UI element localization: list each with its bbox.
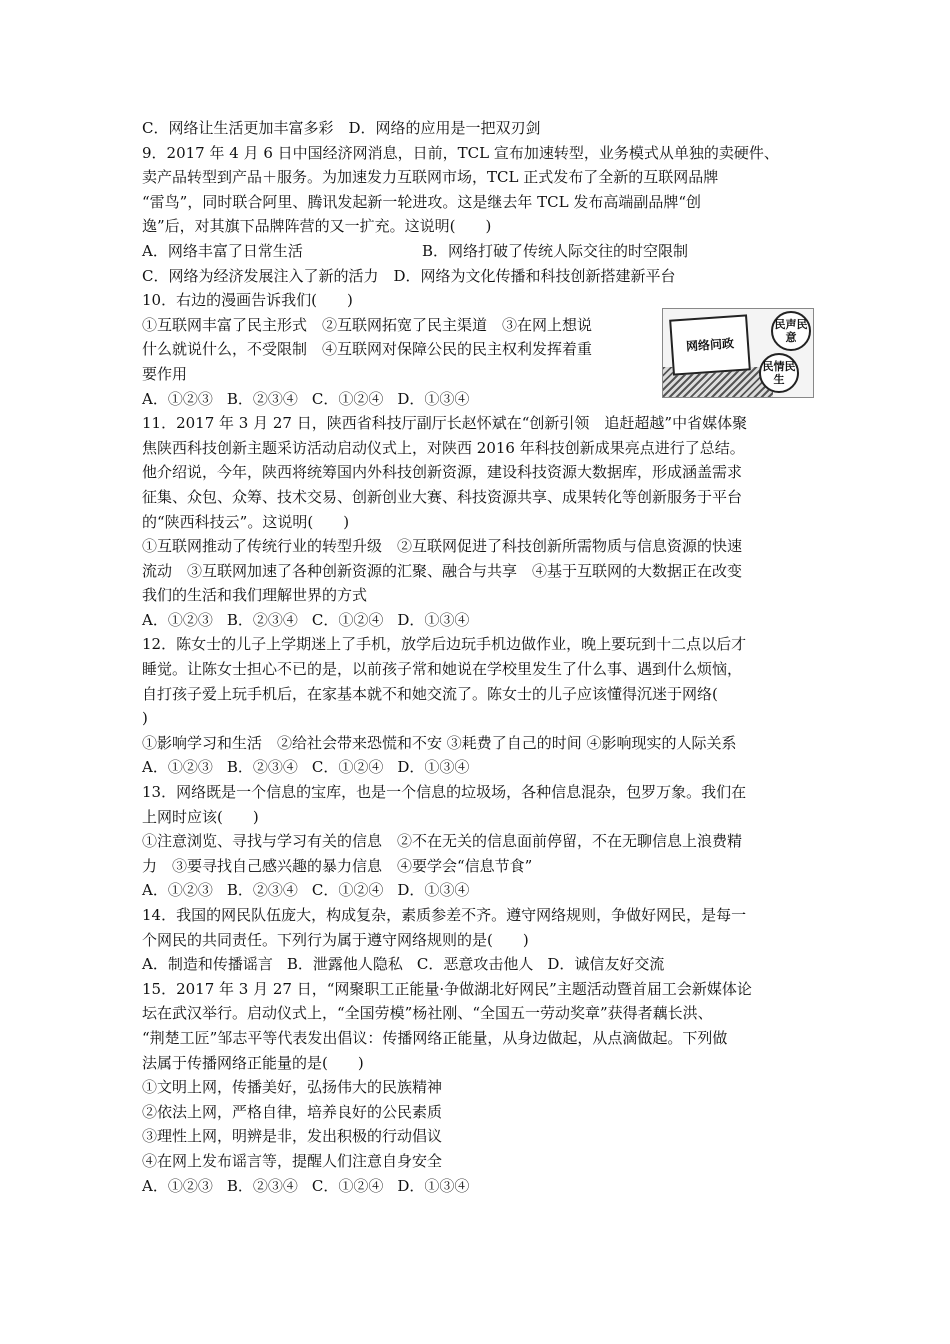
q13-stem-line: 上网时应该( ) [142, 807, 259, 826]
option-b: B．②③④ [226, 881, 298, 900]
q15-stem-line: 坛在武汉举行。启动仪式上，“全国劳模”杨社刚、“全国五一劳动奖章”获得者藕长洪、 [142, 1004, 713, 1023]
q11-statement-line: ①互联网推动了传统行业的转型升级 ②互联网促进了科技创新所需物质与信息资源的快速 [142, 537, 743, 556]
option-c: C．①②④ [311, 881, 384, 900]
q13-statement-line: 力 ③要寻找自己感兴趣的暴力信息 ④要学会“信息节食” [142, 856, 533, 875]
q9-option-d: D．网络为文化传播和科技创新搭建新平台 [393, 266, 676, 285]
question-15 [142, 977, 812, 1198]
comic-bubble-1: 民声民意 [771, 311, 811, 351]
q10-statement-line: 什么就说什么，不受限制 ④互联网对保障公民的民主权利发挥着重 [142, 340, 593, 359]
q14-options [142, 952, 812, 977]
option-c: C．①②④ [311, 1176, 384, 1195]
option-c: C．恶意攻击他人 [416, 955, 534, 974]
q11-stem-line: 他介绍说，今年，陕西将统筹国内外科技创新资源，建设科技资源大数据库，形成涵盖需求 [142, 463, 743, 482]
option-b: B．②③④ [226, 389, 298, 408]
q15-stem-line: “荆楚工匠”邹志平等代表发出倡议：传播网络正能量，从身边做起，从点滴做起。下列做 [142, 1028, 728, 1047]
q13-options [142, 878, 812, 903]
q12-options [142, 755, 812, 780]
q8-options-cd [142, 116, 812, 141]
option-c: C．①②④ [311, 610, 384, 629]
comic-bubble-2: 民情民生 [759, 353, 799, 393]
q12-stem-line: ) [142, 709, 148, 728]
q9-option-b: B．网络打破了传统人际交往的时空限制 [422, 241, 689, 260]
q11-stem-line: 征集、众包、众筹、技术交易、创新创业大赛、科技资源共享、成果转化等创新服务于平台 [142, 487, 743, 506]
q12-statement-line: ①影响学习和生活 ②给社会带来恐慌和不安 ③耗费了自己的时间 ④影响现实的人际关系 [142, 733, 737, 752]
question-12 [142, 632, 812, 780]
q13-stem-line: 13．网络既是一个信息的宝库，也是一个信息的垃圾场，各种信息混杂，包罗万象。我们在 [142, 783, 747, 802]
option-d: D．①③④ [397, 389, 470, 408]
option-a: A．①②③ [142, 758, 213, 777]
q11-statement-line: 流动 ③互联网加速了各种创新资源的汇聚、融合与共享 ④基于互联网的大数据正在改变 [142, 561, 743, 580]
question-9 [142, 141, 812, 289]
q9-options-ab [142, 239, 812, 264]
q8-option-d: D．网络的应用是一把双刃剑 [348, 119, 541, 137]
option-b: B．②③④ [226, 610, 298, 629]
q10-stem: 10．右边的漫画告诉我们( ) [142, 291, 353, 310]
option-d: D．①③④ [397, 758, 470, 777]
q13-statement-line: ①注意浏览、寻找与学习有关的信息 ②不在无关的信息面前停留，不在无聊信息上浪费精 [142, 832, 743, 851]
q9-stem-line: “雷鸟”，同时联合阿里、腾讯发起新一轮进攻。这是继去年 TCL 发布高端副品牌“创 [142, 192, 701, 211]
option-a: A．①②③ [142, 881, 213, 900]
option-d: D．①③④ [397, 1176, 470, 1195]
option-a: A．①②③ [142, 389, 213, 408]
q15-stem-line: 15．2017 年 3 月 27 日，“网聚职工正能量·争做湖北好网民”主题活动暨首届工会新媒体论 [142, 979, 752, 998]
option-b: B．泄露他人隐私 [286, 955, 403, 974]
question-10 [142, 288, 812, 411]
q15-statement-line: ④在网上发布谣言等，提醒人们注意自身安全 [142, 1151, 443, 1170]
q9-stem-line: 9．2017 年 4 月 6 日中国经济网消息，日前，TCL 宣布加速转型，业务模式从单独的卖硬件、 [142, 143, 779, 162]
option-a: A．制造和传播谣言 [142, 955, 273, 974]
q9-stem-line: 逸”后，对其旗下品牌阵营的又一扩充。这说明( ) [142, 217, 492, 236]
option-c: C．①②④ [311, 758, 384, 777]
comic-board: 网络问政 [669, 315, 751, 376]
q15-statement-line: ①文明上网，传播美好，弘扬伟大的民族精神 [142, 1078, 443, 1097]
q12-stem-line: 12．陈女士的儿子上学期迷上了手机，放学后边玩手机边做作业，晚上要玩到十二点以后才 [142, 635, 747, 654]
q10-statements [142, 313, 650, 387]
question-13 [142, 780, 812, 903]
q10-statement-line: ①互联网丰富了民主形式 ②互联网拓宽了民主渠道 ③在网上想说 [142, 315, 593, 334]
q12-stem-line: 自打孩子爱上玩手机后，在家基本就不和她交流了。陈女士的儿子应该懂得沉迷于网络( [142, 684, 718, 703]
q14-stem-line: 14．我国的网民队伍庞大，构成复杂，素质参差不齐。遵守网络规则，争做好网民，是每一 [142, 906, 747, 924]
q11-stem-line: 焦陕西科技创新主题采访活动启动仪式上，对陕西 2016 年科技创新成果亮点进行了总结。 [142, 438, 745, 457]
q11-stem-line: 的“陕西科技云”。这说明( ) [142, 512, 350, 531]
option-a: A．①②③ [142, 610, 213, 629]
comic-image [662, 308, 814, 398]
option-a: A．①②③ [142, 1176, 213, 1195]
question-11 [142, 411, 812, 632]
q15-stem-line: 法属于传播网络正能量的是( ) [142, 1053, 364, 1072]
q11-stem-line: 11．2017 年 3 月 27 日，陕西省科技厅副厅长赵怀斌在“创新引领 追赶超越”中省媒体聚 [142, 414, 748, 433]
option-d: D．①③④ [397, 610, 470, 629]
q9-option-a: A．网络丰富了日常生活 [142, 241, 303, 260]
exam-page [142, 116, 812, 1198]
option-d: D．①③④ [397, 881, 470, 900]
q12-stem-line: 睡觉。让陈女士担心不已的是，以前孩子常和她说在学校里发生了什么事、遇到什么烦恼， [142, 660, 743, 679]
question-14 [142, 903, 812, 977]
q9-options-cd [142, 264, 812, 289]
option-c: C．①②④ [311, 389, 384, 408]
q14-stem-line: 个网民的共同责任。下列行为属于遵守网络规则的是( ) [142, 930, 529, 949]
q9-option-c: C．网络为经济发展注入了新的活力 [142, 266, 379, 285]
q10-statement-line: 要作用 [142, 364, 188, 383]
option-b: B．②③④ [226, 758, 298, 777]
q15-statement-line: ③理性上网，明辨是非，发出积极的行动倡议 [142, 1127, 443, 1146]
option-d: D．诚信友好交流 [547, 955, 665, 974]
q11-statement-line: 我们的生活和我们理解世界的方式 [142, 586, 368, 605]
q11-options [142, 608, 812, 633]
option-b: B．②③④ [226, 1176, 298, 1195]
q15-statement-line: ②依法上网，严格自律，培养良好的公民素质 [142, 1102, 443, 1121]
q8-option-c: C．网络让生活更加丰富多彩 [142, 119, 334, 137]
q9-stem-line: 卖产品转型到产品＋服务。为加速发力互联网市场，TCL 正式发布了全新的互联网品牌 [142, 168, 719, 187]
q15-options [142, 1174, 812, 1199]
